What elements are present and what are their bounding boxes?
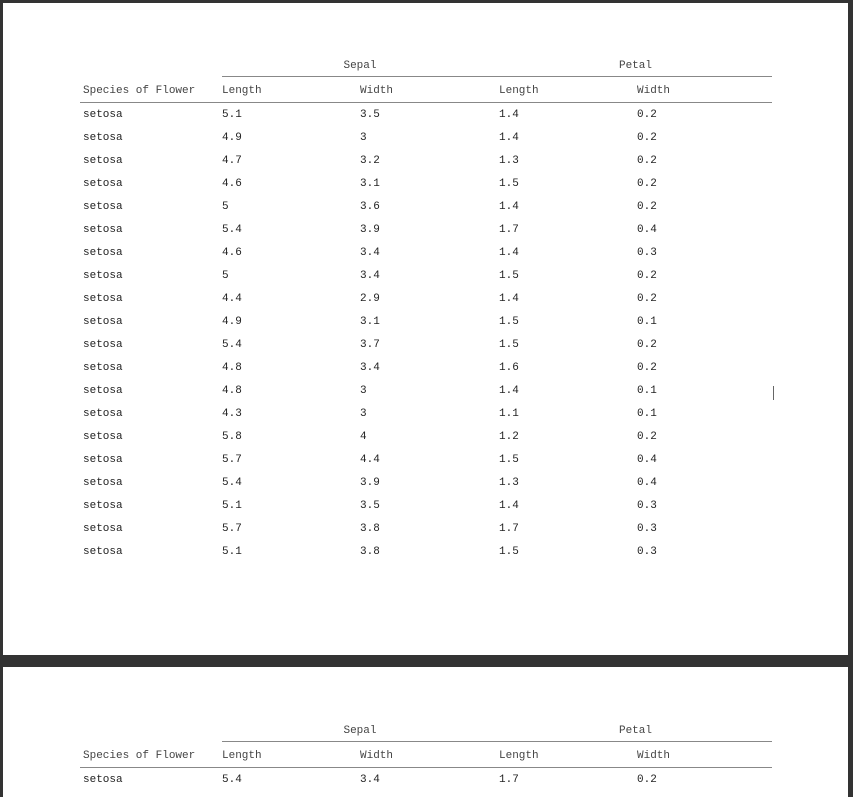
table-cell: 5.4 <box>222 339 242 351</box>
table-cell: 0.3 <box>637 546 657 558</box>
table-cell: 0.2 <box>637 362 657 374</box>
table-row <box>80 218 772 241</box>
table-cell: setosa <box>83 454 123 466</box>
table-cell: 3.6 <box>360 201 380 213</box>
table-cell: setosa <box>83 247 123 259</box>
table-cell: 3.9 <box>360 477 380 489</box>
table-cell: 0.2 <box>637 270 657 282</box>
table-cell: 4.3 <box>222 408 242 420</box>
table-cell: setosa <box>83 523 123 535</box>
group-header-petal: Petal <box>618 725 652 737</box>
table-cell: 1.7 <box>499 774 519 786</box>
table-cell: 3 <box>360 408 367 420</box>
document-page-2 <box>3 667 848 797</box>
table-cell: 1.5 <box>499 454 519 466</box>
table-body <box>80 103 772 563</box>
table-row <box>80 425 772 448</box>
table-cell: 1.3 <box>499 477 519 489</box>
table-row <box>80 264 772 287</box>
table-cell: 1.4 <box>499 247 519 259</box>
table-cell: 0.4 <box>637 224 657 236</box>
column-header-petal-length: Length <box>499 750 539 762</box>
table-cell: setosa <box>83 201 123 213</box>
table-cell: setosa <box>83 431 123 443</box>
table-cell: 0.2 <box>637 339 657 351</box>
table-row <box>80 287 772 310</box>
table-cell: setosa <box>83 362 123 374</box>
table-row <box>80 241 772 264</box>
table-cell: 1.7 <box>499 523 519 535</box>
table-cell: 3.8 <box>360 523 380 535</box>
table-cell: setosa <box>83 774 123 786</box>
table-cell: setosa <box>83 155 123 167</box>
table-cell: 0.1 <box>637 385 657 397</box>
table-cell: 0.2 <box>637 201 657 213</box>
table-cell: 5.7 <box>222 523 242 535</box>
table-cell: 5.1 <box>222 546 242 558</box>
table-cell: 3 <box>360 385 367 397</box>
table-row <box>80 310 772 333</box>
table-cell: 1.2 <box>499 431 519 443</box>
table-cell: setosa <box>83 132 123 144</box>
table-cell: 4.6 <box>222 247 242 259</box>
table-cell: 4.9 <box>222 132 242 144</box>
group-header-rule <box>222 76 772 77</box>
table-row <box>80 448 772 471</box>
table-cell: 3.1 <box>360 178 380 190</box>
table-cell: 3 <box>360 132 367 144</box>
table-cell: 3.1 <box>360 316 380 328</box>
table-cell: 3.4 <box>360 362 380 374</box>
column-header-species: Species of Flower <box>83 85 196 97</box>
document-page-1 <box>3 3 848 655</box>
table-cell: setosa <box>83 109 123 121</box>
column-header-sepal-width: Width <box>360 85 394 97</box>
table-cell: 3.8 <box>360 546 380 558</box>
table-row <box>80 402 772 425</box>
table-cell: 4.4 <box>360 454 380 466</box>
table-row <box>80 768 772 791</box>
table-cell: 5.4 <box>222 224 242 236</box>
table-cell: 3.5 <box>360 109 380 121</box>
table-cell: 0.3 <box>637 247 657 259</box>
iris-table-continued <box>80 720 772 791</box>
table-row <box>80 172 772 195</box>
table-cell: 1.3 <box>499 155 519 167</box>
table-cell: 3.9 <box>360 224 380 236</box>
group-header-row <box>80 55 772 79</box>
table-cell: setosa <box>83 546 123 558</box>
table-cell: 0.2 <box>637 293 657 305</box>
table-cell: 0.4 <box>637 477 657 489</box>
table-cell: 1.5 <box>499 178 519 190</box>
table-cell: 5 <box>222 201 229 213</box>
text-cursor <box>773 386 774 400</box>
table-cell: setosa <box>83 477 123 489</box>
table-cell: 0.2 <box>637 132 657 144</box>
table-cell: 4.8 <box>222 385 242 397</box>
table-row <box>80 333 772 356</box>
column-header-sepal-length: Length <box>222 85 262 97</box>
table-cell: 4.4 <box>222 293 242 305</box>
table-cell: 0.3 <box>637 500 657 512</box>
table-row <box>80 126 772 149</box>
group-header-sepal: Sepal <box>343 725 377 737</box>
table-cell: 3.4 <box>360 247 380 259</box>
column-header-petal-width: Width <box>637 85 671 97</box>
table-cell: setosa <box>83 408 123 420</box>
table-cell: 3.4 <box>360 774 380 786</box>
table-cell: 5.4 <box>222 774 242 786</box>
table-cell: 0.3 <box>637 523 657 535</box>
table-cell: 5.8 <box>222 431 242 443</box>
table-cell: setosa <box>83 385 123 397</box>
column-header-sepal-length: Length <box>222 750 262 762</box>
table-row <box>80 540 772 563</box>
table-cell: 0.2 <box>637 155 657 167</box>
table-row <box>80 149 772 172</box>
column-header-row <box>80 79 772 103</box>
table-cell: 5.7 <box>222 454 242 466</box>
table-cell: 0.2 <box>637 774 657 786</box>
table-cell: setosa <box>83 178 123 190</box>
table-cell: 1.5 <box>499 546 519 558</box>
table-cell: setosa <box>83 500 123 512</box>
table-cell: 1.4 <box>499 293 519 305</box>
group-header-petal: Petal <box>618 60 652 72</box>
table-cell: 2.9 <box>360 293 380 305</box>
table-cell: 4.9 <box>222 316 242 328</box>
table-cell: 1.4 <box>499 109 519 121</box>
table-cell: 1.6 <box>499 362 519 374</box>
group-header-rule <box>222 741 772 742</box>
table-row <box>80 471 772 494</box>
table-cell: 5.4 <box>222 477 242 489</box>
table-cell: 4 <box>360 431 367 443</box>
table-cell: 0.4 <box>637 454 657 466</box>
table-row <box>80 379 772 402</box>
table-cell: 0.1 <box>637 408 657 420</box>
table-cell: 3.4 <box>360 270 380 282</box>
table-row <box>80 103 772 126</box>
table-row <box>80 356 772 379</box>
table-cell: 1.5 <box>499 316 519 328</box>
table-row <box>80 195 772 218</box>
table-cell: 0.1 <box>637 316 657 328</box>
table-cell: 1.4 <box>499 385 519 397</box>
table-cell: 4.8 <box>222 362 242 374</box>
table-cell: 5.1 <box>222 500 242 512</box>
table-cell: 1.4 <box>499 132 519 144</box>
table-cell: 1.4 <box>499 201 519 213</box>
group-header-row <box>80 720 772 744</box>
table-cell: 1.4 <box>499 500 519 512</box>
column-header-sepal-width: Width <box>360 750 394 762</box>
iris-table <box>80 55 772 563</box>
table-cell: 3.5 <box>360 500 380 512</box>
table-body <box>80 768 772 791</box>
column-header-row <box>80 744 772 768</box>
table-cell: setosa <box>83 293 123 305</box>
column-header-species: Species of Flower <box>83 750 196 762</box>
table-cell: 4.6 <box>222 178 242 190</box>
table-cell: 5.1 <box>222 109 242 121</box>
table-cell: setosa <box>83 224 123 236</box>
table-cell: 5 <box>222 270 229 282</box>
table-cell: 1.7 <box>499 224 519 236</box>
table-cell: setosa <box>83 339 123 351</box>
table-cell: 0.2 <box>637 178 657 190</box>
table-cell: 4.7 <box>222 155 242 167</box>
table-cell: 1.5 <box>499 339 519 351</box>
table-cell: 3.7 <box>360 339 380 351</box>
table-cell: 0.2 <box>637 109 657 121</box>
column-header-petal-length: Length <box>499 85 539 97</box>
table-row <box>80 517 772 540</box>
table-cell: setosa <box>83 270 123 282</box>
table-cell: 1.5 <box>499 270 519 282</box>
table-cell: 3.2 <box>360 155 380 167</box>
group-header-sepal: Sepal <box>343 60 377 72</box>
table-cell: 0.2 <box>637 431 657 443</box>
table-cell: setosa <box>83 316 123 328</box>
table-row <box>80 494 772 517</box>
column-header-petal-width: Width <box>637 750 671 762</box>
table-cell: 1.1 <box>499 408 519 420</box>
